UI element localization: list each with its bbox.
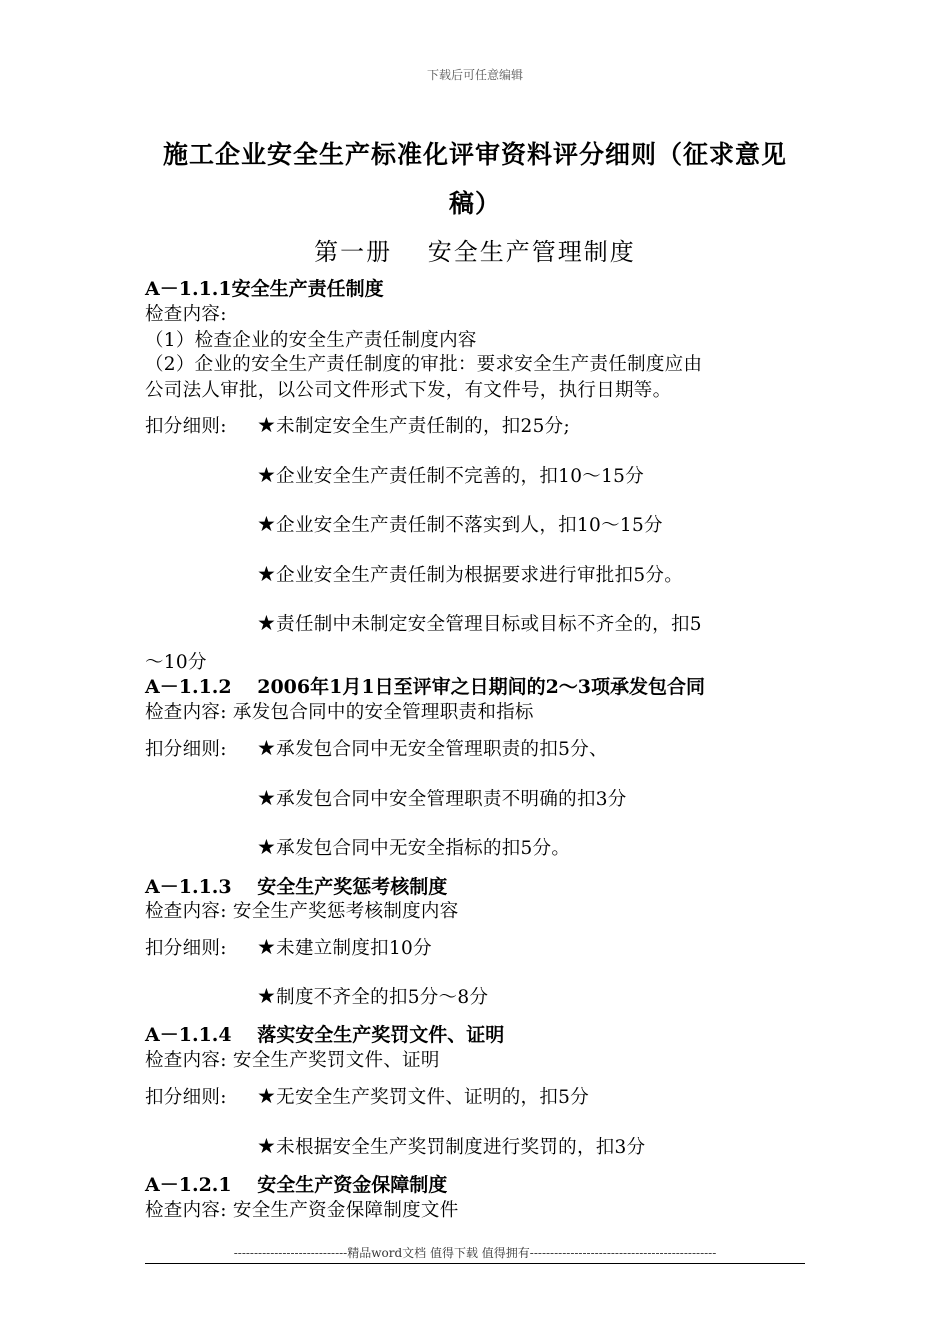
deduction-item: ★未建立制度扣10分 — [257, 935, 432, 959]
check-content-line: （1）检查企业的安全生产责任制度内容 — [145, 330, 477, 351]
deduction-item: ★承发包合同中无安全管理职责的扣5分、 — [257, 736, 608, 760]
star-icon: ★ — [257, 935, 277, 959]
deduction-label: 扣分细则: — [145, 739, 227, 760]
star-icon: ★ — [257, 562, 277, 586]
star-icon: ★ — [257, 1134, 277, 1158]
star-icon: ★ — [257, 736, 277, 760]
section-heading-a121: A－1.2.1 安全生产资金保障制度 — [145, 1174, 448, 1196]
star-icon: ★ — [257, 512, 277, 536]
volume-subtitle: 第一册 安全生产管理制度 — [314, 238, 636, 266]
check-content-line: 检查内容: 承发包合同中的安全管理职责和指标 — [145, 702, 534, 723]
deduction-label: 扣分细则: — [145, 938, 227, 959]
deduction-item-continuation: ～10分 — [145, 652, 207, 673]
star-icon: ★ — [257, 413, 277, 437]
check-content-line: 检查内容: 安全生产奖惩考核制度内容 — [145, 901, 459, 922]
header-note: 下载后可任意编辑 — [426, 68, 523, 82]
star-icon: ★ — [257, 786, 277, 810]
star-icon: ★ — [257, 463, 277, 487]
star-icon: ★ — [257, 984, 277, 1008]
section-heading-a112: A－1.1.2 2006年1月1日至评审之日期间的2～3项承发包合同 — [145, 676, 706, 698]
deduction-item: ★承发包合同中安全管理职责不明确的扣3分 — [257, 786, 627, 810]
deduction-item: ★制度不齐全的扣5分～8分 — [257, 984, 489, 1008]
star-icon: ★ — [257, 835, 277, 859]
deduction-label: 扣分细则: — [145, 416, 227, 437]
deduction-item: ★企业安全生产责任制不落实到人，扣10～15分 — [257, 512, 663, 536]
section-heading-a111: A－1.1.1安全生产责任制度 — [145, 278, 384, 300]
check-content-line: 公司法人审批，以公司文件形式下发，有文件号，执行日期等。 — [145, 380, 672, 401]
deduction-item: ★无安全生产奖罚文件、证明的，扣5分 — [257, 1084, 590, 1108]
star-icon: ★ — [257, 1084, 277, 1108]
check-content-line: 检查内容: 安全生产资金保障制度文件 — [145, 1200, 459, 1221]
document-title-line-1: 施工企业安全生产标准化评审资料评分细则（征求意见 — [162, 140, 787, 169]
footer-note: ----------------------------精品word文档 值得下载 值得拥有---------------------------------------------- — [233, 1246, 717, 1260]
deduction-item: ★未制定安全生产责任制的，扣25分; — [257, 413, 571, 437]
deduction-item: ★承发包合同中无安全指标的扣5分。 — [257, 835, 571, 859]
deduction-item: ★企业安全生产责任制为根据要求进行审批扣5分。 — [257, 562, 684, 586]
deduction-label: 扣分细则: — [145, 1087, 227, 1108]
check-content-label: 检查内容: — [145, 304, 227, 325]
deduction-item: ★企业安全生产责任制不完善的，扣10～15分 — [257, 463, 645, 487]
deduction-item: ★未根据安全生产奖罚制度进行奖罚的，扣3分 — [257, 1134, 646, 1158]
deduction-item: ★责任制中未制定安全管理目标或目标不齐全的，扣5 — [257, 611, 702, 635]
footer-divider — [145, 1263, 805, 1264]
check-content-line: 检查内容: 安全生产奖罚文件、证明 — [145, 1050, 440, 1071]
section-heading-a113: A－1.1.3 安全生产奖惩考核制度 — [145, 876, 448, 898]
star-icon: ★ — [257, 611, 277, 635]
check-content-line: （2）企业的安全生产责任制度的审批：要求安全生产责任制度应由 — [145, 354, 703, 375]
document-title-line-2: 稿） — [448, 189, 501, 218]
section-heading-a114: A－1.1.4 落实安全生产奖罚文件、证明 — [145, 1024, 505, 1046]
